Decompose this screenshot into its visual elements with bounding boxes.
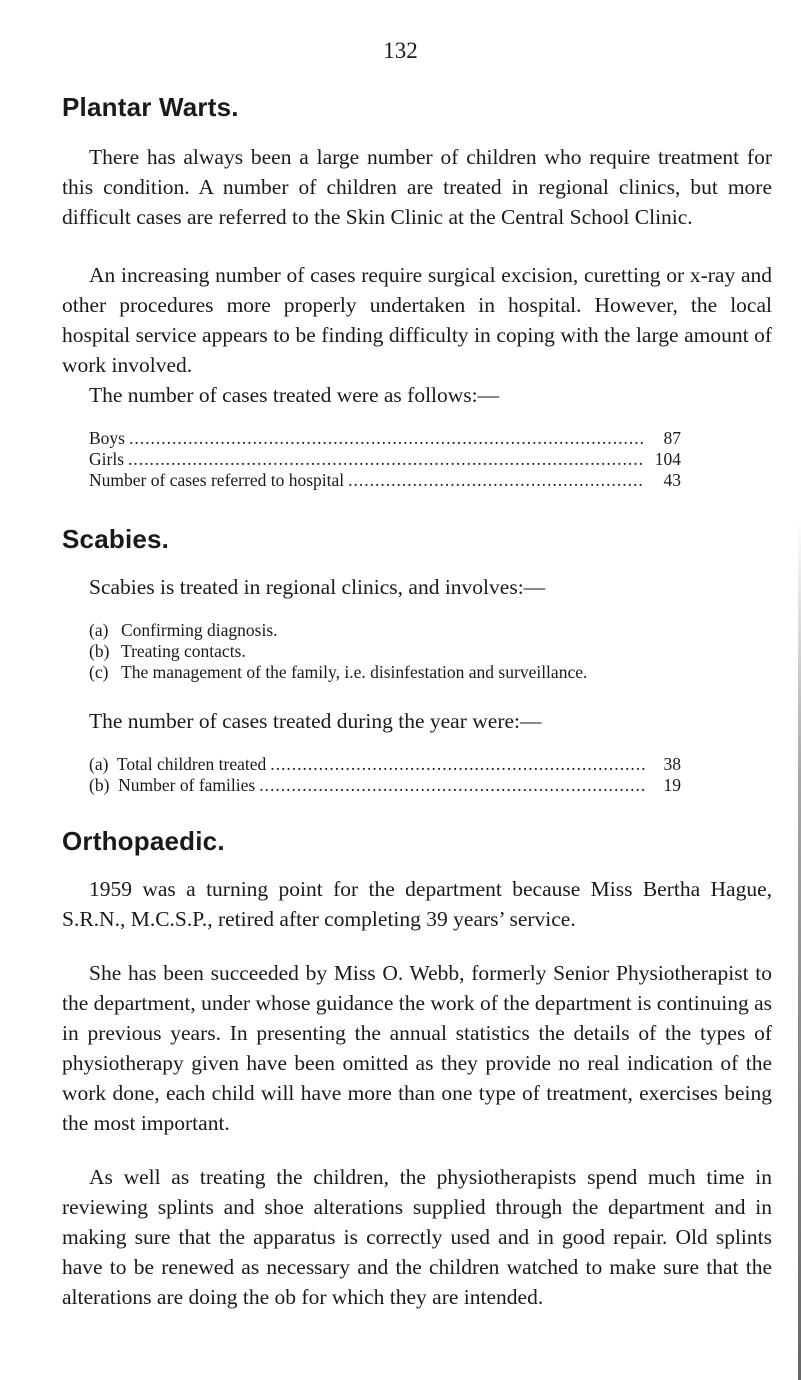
ortho-para-2-block xyxy=(62,958,772,1138)
page-number: 132 xyxy=(383,38,418,63)
stat-row xyxy=(89,775,681,796)
stat-value: 38 xyxy=(663,754,681,774)
ortho-paragraph-1: 1959 was a turning point for the department because Miss Bertha Hague, S.R.N., M.C.S.P., retired after completing 39 years’ service. xyxy=(62,877,772,931)
section-plantar-warts xyxy=(62,92,772,123)
scabies-paragraph-2: The number of cases treated during the year were:— xyxy=(89,709,542,733)
scabies-paragraph-1: Scabies is treated in regional clinics, and involves:— xyxy=(89,575,546,599)
dot-leader xyxy=(129,428,645,449)
stat-row xyxy=(89,449,681,470)
plantar-paragraph-1: There has always been a large number of children who require treatment for this condition. A number of children are treated in regional clinics, but more difficult cases are referred to the Skin Clinic at the Central School Clinic. xyxy=(62,145,772,229)
plantar-para-3-block xyxy=(62,380,772,410)
stat-row xyxy=(89,470,681,491)
stat-value: 87 xyxy=(663,428,681,448)
stat-value: 19 xyxy=(663,775,681,795)
plantar-para-2-block xyxy=(62,260,772,380)
scabies-stats xyxy=(62,754,799,796)
list-item xyxy=(89,662,799,683)
plantar-para-1-block xyxy=(62,142,772,232)
scabies-items xyxy=(62,620,799,683)
list-text: Confirming diagnosis. xyxy=(121,620,278,640)
ortho-para-1-block xyxy=(62,874,772,934)
list-marker: (c) xyxy=(89,662,109,682)
dot-leader xyxy=(259,775,645,796)
stat-label: Boys xyxy=(89,428,125,448)
plantar-paragraph-3: The number of cases treated were as follows:— xyxy=(89,383,500,407)
heading-scabies: Scabies. xyxy=(62,524,170,554)
scabies-para-1-block xyxy=(62,572,772,602)
stat-value: 43 xyxy=(663,470,681,490)
ortho-paragraph-3: As well as treating the children, the physiotherapists spend much time in reviewing splints and shoe alterations supplied through the department and in making sure that the apparatus is correctly used and in good repair. Old splints have to be renewed as necessary and the children watched to make sure that the alterations are doing the ob for which they are intended. xyxy=(62,1165,772,1309)
stat-label: (b) Number of families xyxy=(89,775,256,795)
ortho-paragraph-2: She has been succeeded by Miss O. Webb, formerly Senior Physiotherapist to the department, under whose guidance the work of the department is continuing as in previous years. In presenting the annual statistics the details of the types of physiotherapy given have been omitted as they provide no real indication of the work done, each child will have more than one type of treatment, exercises being the most important. xyxy=(62,961,772,1135)
dot-leader xyxy=(348,470,645,491)
stat-label: Girls xyxy=(89,449,124,469)
dot-leader xyxy=(270,754,645,775)
stat-label: Number of cases referred to hospital xyxy=(89,470,345,490)
stat-row xyxy=(89,754,681,775)
dot-leader xyxy=(128,449,645,470)
stat-label: (a) Total children treated xyxy=(89,754,267,774)
stat-row xyxy=(89,428,681,449)
section-scabies xyxy=(62,524,772,555)
ortho-para-3-block xyxy=(62,1162,772,1312)
heading-orthopaedic: Orthopaedic. xyxy=(62,826,225,856)
list-text: The management of the family, i.e. disinfestation and surveillance. xyxy=(121,662,588,682)
list-item xyxy=(89,641,799,662)
list-marker: (a) xyxy=(89,620,109,640)
list-marker: (b) xyxy=(89,641,110,661)
list-text: Treating contacts. xyxy=(121,641,246,661)
plantar-stats xyxy=(62,428,799,491)
scabies-para-2-block xyxy=(62,706,772,736)
section-orthopaedic xyxy=(62,826,772,857)
heading-plantar-warts: Plantar Warts. xyxy=(62,92,239,122)
list-item xyxy=(89,620,799,641)
stat-value: 104 xyxy=(654,449,681,469)
plantar-paragraph-2: An increasing number of cases require surgical excision, curetting or x-ray and other procedures more properly undertaken in hospital. However, the local hospital service appears to be finding difficulty in coping with the large amount of work involved. xyxy=(62,263,772,377)
